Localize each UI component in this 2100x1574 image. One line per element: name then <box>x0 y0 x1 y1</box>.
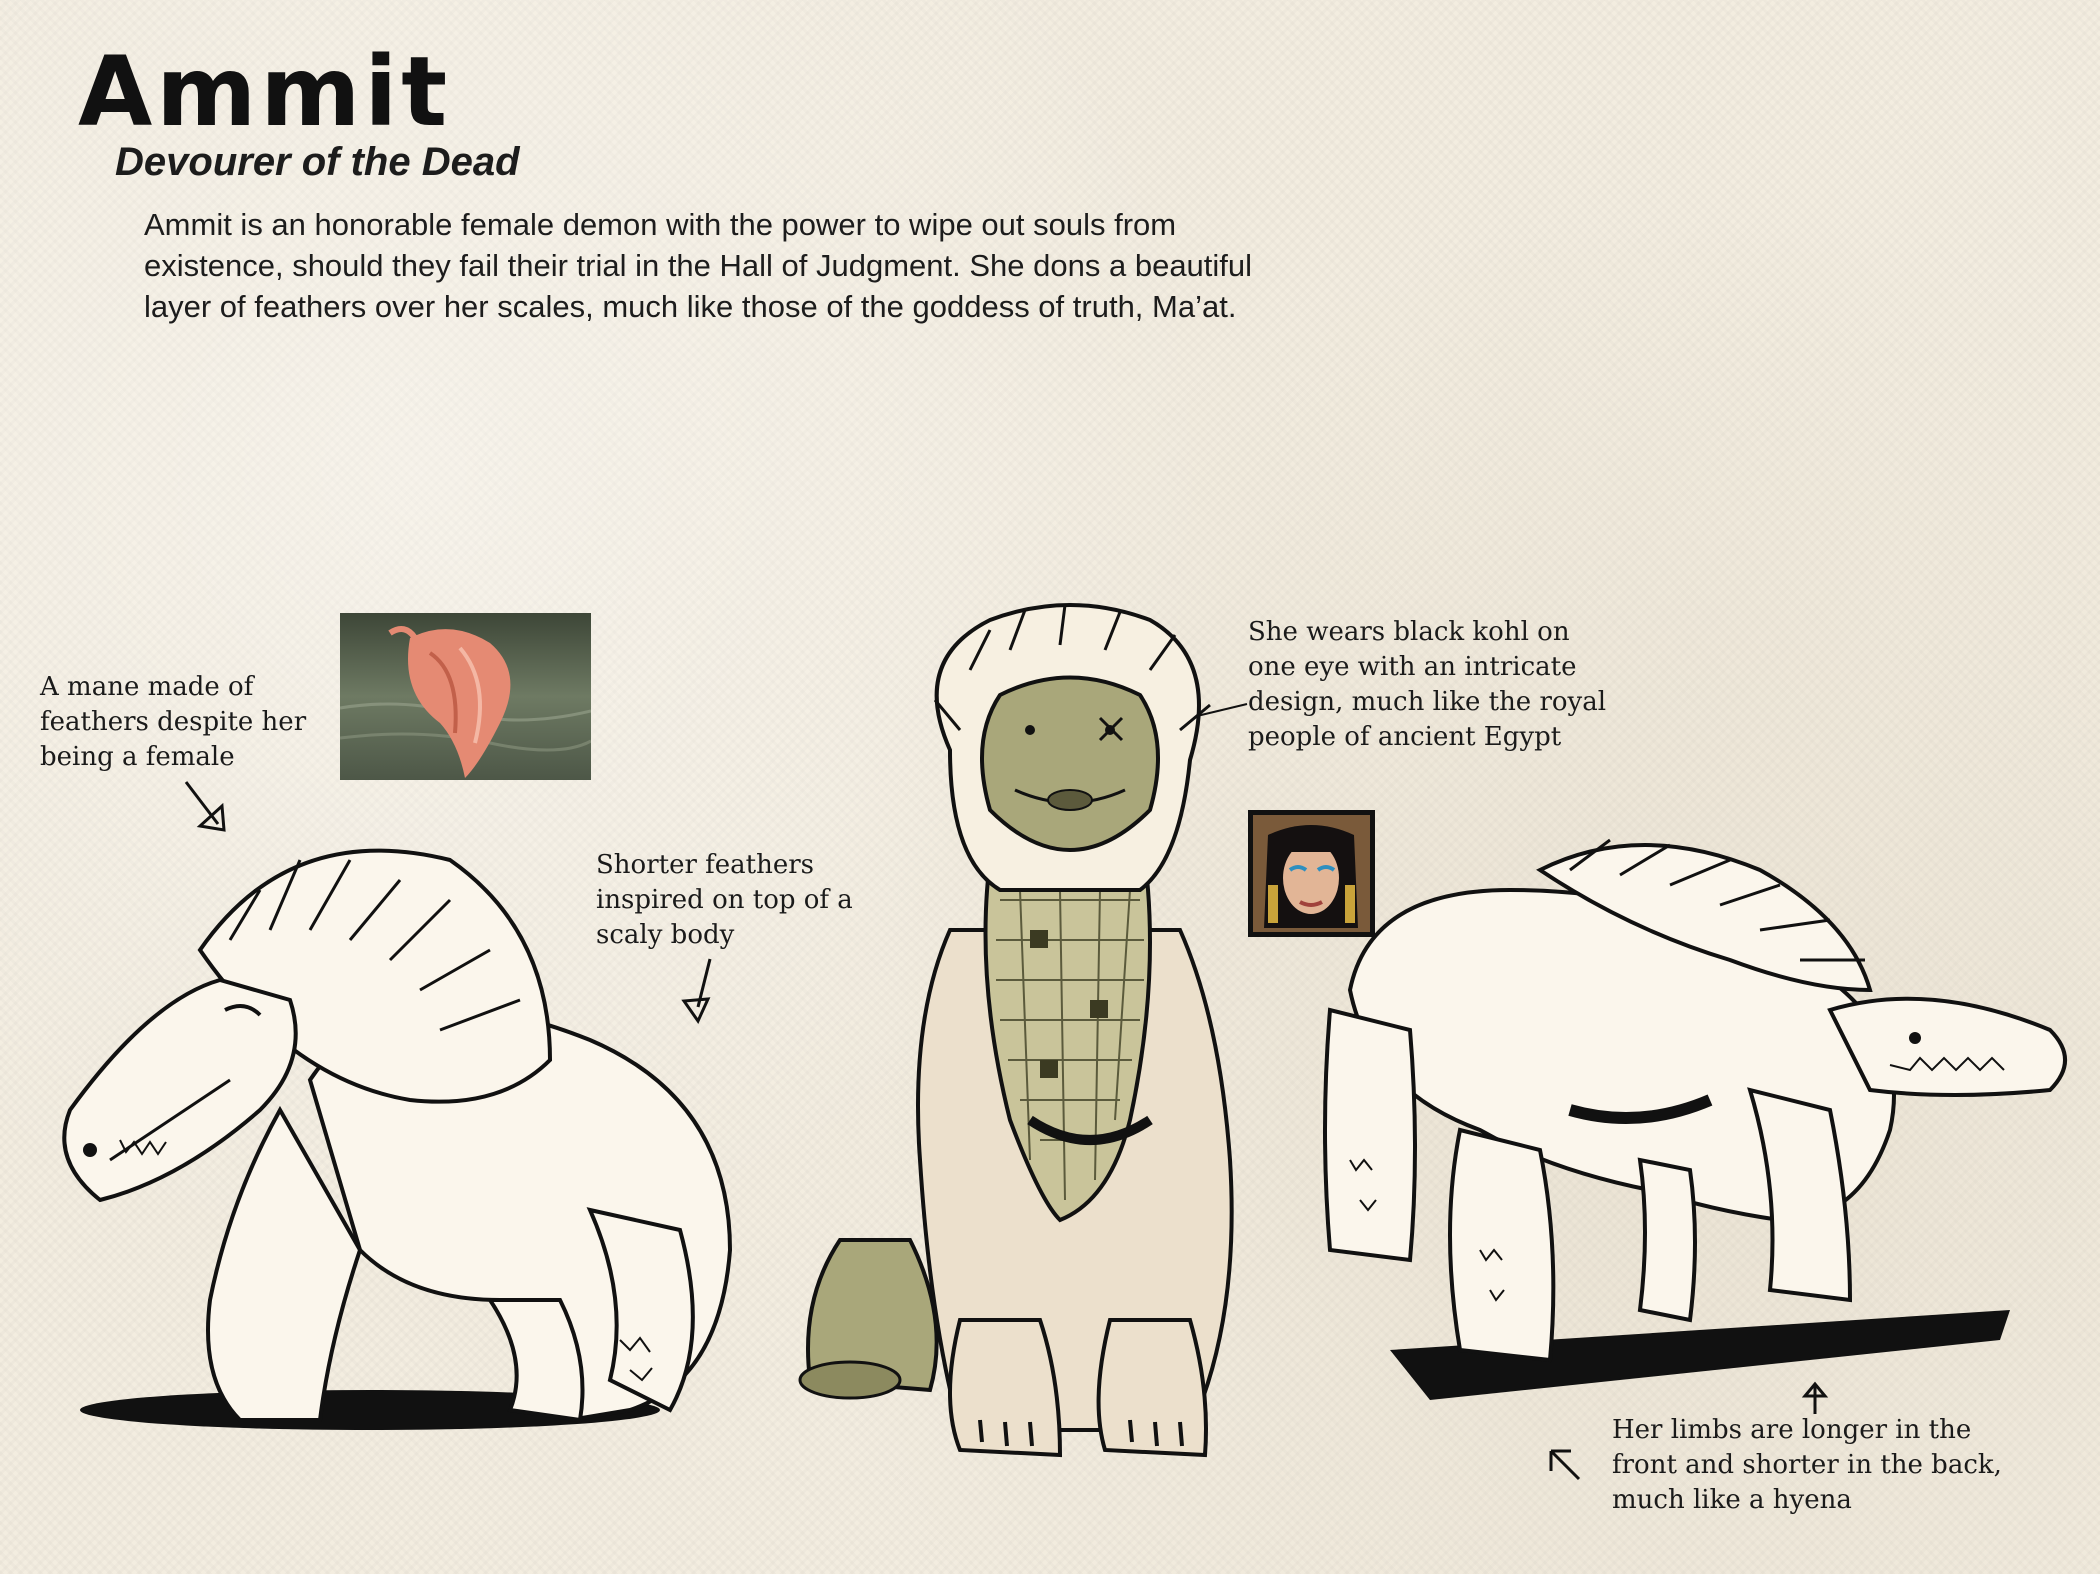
flamingo-reference-photo <box>340 613 591 780</box>
character-description: Ammit is an honorable female demon with the power to wipe out souls from existence, should they fail their trial in the Hall of Judgment. She dons a beautiful layer of feathers over her scales, much like those of the goddess of truth, Ma’at. <box>144 207 1253 324</box>
arrow-icon <box>1545 1445 1585 1485</box>
page-title: Ammit <box>78 36 452 148</box>
ammit-rear-view-right <box>1310 830 2090 1450</box>
page-subtitle: Devourer of the Dead <box>115 140 520 184</box>
annotation-limbs: Her limbs are longer in the front and shorter in the back, much like a hyena <box>1612 1415 2002 1515</box>
annotation-mane: A mane made of feathers despite her being a female <box>40 672 307 772</box>
ammit-side-view-left <box>30 780 760 1470</box>
annotation-feathers: Shorter feathers inspired on top of a scaly body <box>596 850 853 950</box>
ammit-front-view <box>760 600 1280 1460</box>
annotation-kohl: She wears black kohl on one eye with an intricate design, much like the royal people of ancient Egypt <box>1248 617 1607 752</box>
